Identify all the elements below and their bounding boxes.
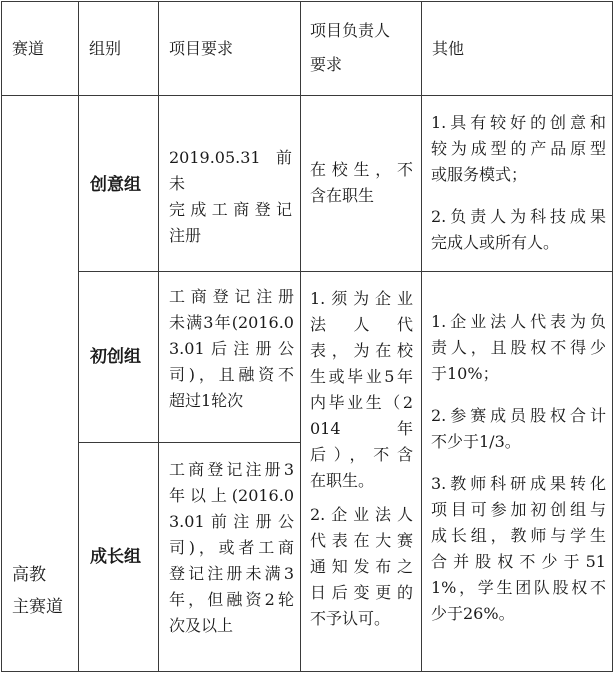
creative-leader-requirement: 在校生，不 含在职生 [310, 160, 413, 205]
competition-table [1, 1, 613, 672]
track-name: 高教 主赛道 [12, 565, 63, 617]
growth-project-requirement: 工商登记注册3 年以上(2016.0 3.01前注册公 司)，或者工商 登记注册未满3 年，但融资2轮 次及以上 [169, 460, 294, 635]
group-startup-name: 初创组 [90, 347, 141, 367]
row-divider-1 [78, 271, 613, 272]
header-group: 组别 [89, 38, 122, 58]
group-growth-name: 成长组 [90, 547, 141, 567]
shared-other: 1.企业法人代表为负 责人，且股权不得少 于10%； 2.参赛成员股权合计 不少于1/3。 3.教师科研成果转化 项目可参加初创组与 成长组，教师与学生 合并股权不少于51 1%，学生团队股权不 少于26%。 [431, 312, 606, 623]
shared-leader-requirement: 1.须为企业 法 人 代 表，为在校 生或毕业5年 内毕业生（2 014 年 后），不含 在职生。 2.企业法人 代表在大赛 通知发布之 日后变更的 不予认可。 [310, 289, 413, 628]
header-other: 其他 [432, 38, 465, 58]
creative-project-requirement: 2019.05.31前未 完成工商登记 注册 [169, 148, 292, 245]
row-divider-2 [78, 442, 301, 443]
table-border-right [612, 1, 613, 672]
header-project-requirement: 项目要求 [169, 38, 234, 58]
header-leader-requirement: 项目负责人 要求 [310, 21, 391, 74]
header-track: 赛道 [12, 38, 45, 58]
col-divider-1 [78, 1, 79, 672]
paragraph-gap [310, 494, 413, 502]
group-creative-name: 创意组 [90, 175, 141, 195]
table-border-bottom [1, 671, 613, 672]
creative-other: 1.具有较好的创意和 较为成型的产品原型 或服务模式； 2.负责人为科技成果 完成人或所有人。 [431, 113, 606, 252]
startup-project-requirement: 工商登记注册 未满3年(2016.0 3.01后注册公 司)，且融资不 超过1轮次 [169, 287, 294, 410]
header-divider [1, 95, 613, 96]
